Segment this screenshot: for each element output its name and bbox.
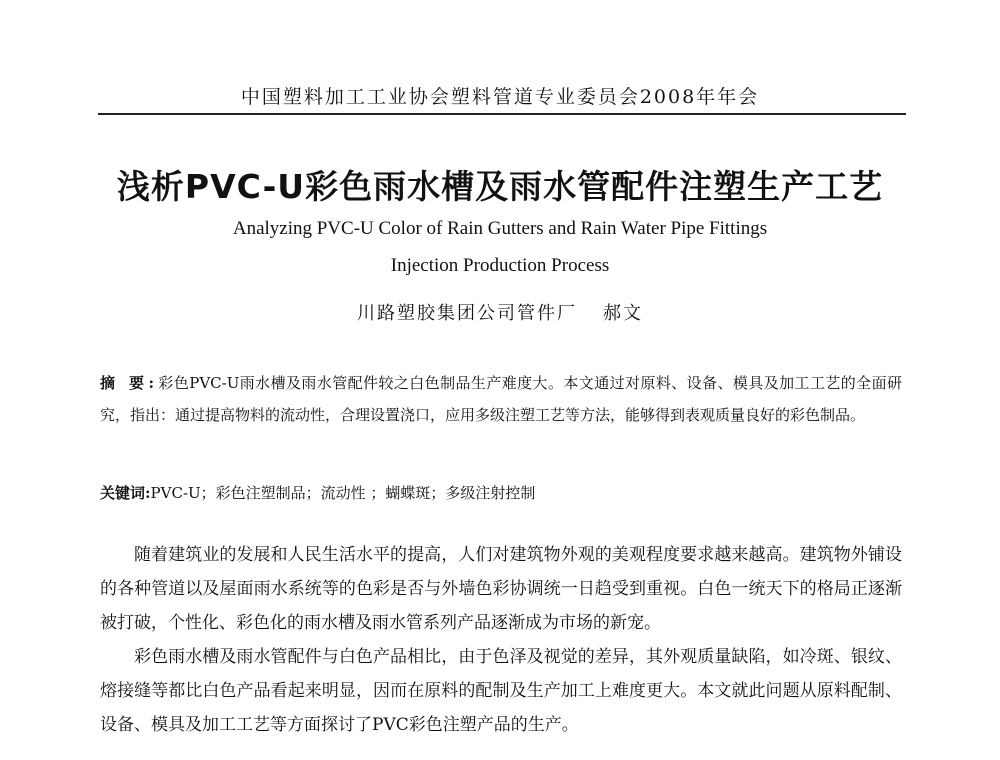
keywords xyxy=(100,479,902,507)
abstract-label: 摘 要: xyxy=(100,374,158,392)
body-paragraph-1: 随着建筑业的发展和人民生活水平的提高，人们对建筑物外观的美观程度要求越来越高。建筑物外铺设的各种管道以及屋面雨水系统等的色彩是否与外墙色彩协调统一日趋受到重视。白色一统天下的格局正逐渐被打破，个性化、彩色化的雨水槽及雨水管系列产品逐渐成为市场的新宠。 xyxy=(100,545,902,633)
conference-header: 中国塑料加工工业协会塑料管道专业委员会2008年年会 xyxy=(240,86,760,108)
paper-title-en-line2: Injection Production Process xyxy=(390,255,610,276)
paper-title-en-line1: Analyzing PVC-U Color of Rain Gutters and Rain Water Pipe Fittings xyxy=(232,218,768,239)
abstract-text: 彩色PVC-U雨水槽及雨水管配件较之白色制品生产难度大。本文通过对原料、设备、模具及加工工艺的全面研究，指出：通过提高物料的流动性，合理设置浇口，应用多级注塑工艺等方法，能够得到表观质量良好的彩色制品。 xyxy=(100,374,902,424)
keywords-text: PVC-U；彩色注塑制品；流动性 ；蝴蝶斑；多级注射控制 xyxy=(150,484,536,502)
author-line xyxy=(0,299,1000,325)
author-name: 郝文 xyxy=(603,303,643,324)
author-affiliation: 川路塑胶集团公司管件厂 xyxy=(357,303,577,324)
keywords-label: 关键词: xyxy=(100,484,151,502)
body-text xyxy=(100,538,902,742)
abstract xyxy=(100,367,902,431)
paper-title-zh: 浅析PVC-U彩色雨水槽及雨水管配件注塑生产工艺 xyxy=(116,167,884,206)
body-paragraph-2: 彩色雨水槽及雨水管配件与白色产品相比，由于色泽及视觉的差异，其外观质量缺陷，如冷斑、银纹、熔接缝等都比白色产品看起来明显，因而在原料的配制及生产加工上难度更大。本文就此问题从原料配制、设备、模具及加工工艺等方面探讨了PVC彩色注塑产品的生产。 xyxy=(100,647,902,735)
header-rule xyxy=(98,113,906,115)
